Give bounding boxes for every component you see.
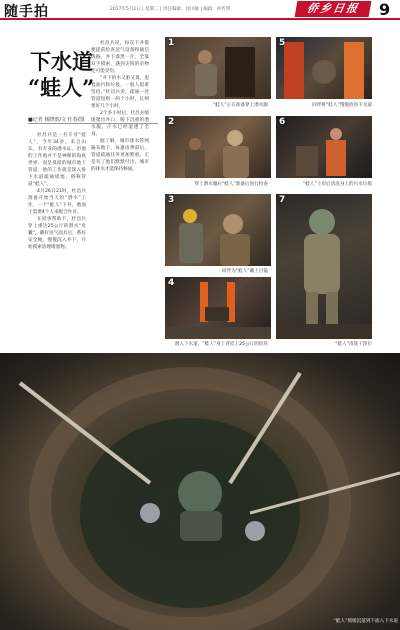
- paragraph: “井下的水又脏又臭，混着油污和垃圾，一般人很难坚持。”杜昌兵说，疏通一处管道短则一两个小时，长则要好几个小时。: [91, 76, 149, 109]
- photo-5: [276, 37, 372, 99]
- worker-figure: [165, 194, 271, 266]
- photo-caption: “蛙人”正在准备穿上潜水服: [212, 103, 268, 108]
- page-header: [0, 0, 400, 20]
- photo-number: 7: [279, 195, 286, 205]
- photo-caption: “蛙人”清洗干净后: [335, 342, 372, 347]
- photo-caption: 同伴为“蛙人”戴上目镜: [221, 269, 268, 274]
- byline: ■记者 杨晓雨/文 杜春/图: [28, 117, 85, 123]
- manhole-scene: [0, 353, 400, 630]
- paragraph: 据了解，城市排水管网遍布地下，每逢雨季前后，管道疏通任务更加繁重。正是有了他们默默付出，城市的排水才能保持畅通。: [91, 139, 149, 172]
- worker-figure: [276, 37, 372, 99]
- issue-meta: 2017年5月2日 | 星期二 | 责任编辑：徐川敏 | 编辑：孙传明: [110, 7, 231, 12]
- paragraph: 4月26日21时，杜昌兵准备开始当天的“潜水”工作，一个“蛙人”下井，地面上需要4个人来配合作业。: [28, 189, 86, 215]
- paragraph: 在同事帮助下，杜昌兵穿上重达25公斤的潜水“皮囊”，戴好送气面具后，系好安全绳，慢慢沉入井下，开始摸索清理堵塞物。: [28, 217, 86, 250]
- photo-number: 5: [279, 38, 286, 48]
- photo-7: [276, 194, 372, 339]
- photo-number: 3: [168, 195, 175, 205]
- paragraph: 2个多小时后，杜昌兵缓缓爬出井口，脱下沉重的潜水服，汗水已经湿透了全身。: [91, 111, 149, 137]
- photo-1: [165, 37, 271, 99]
- photo-caption: 潜入下水道，“蛙人”身上背挂上25公斤的铅块: [174, 342, 268, 347]
- headline-line-1: 下水道: [30, 49, 93, 74]
- worker-figure: [165, 37, 271, 99]
- photo-3: [165, 194, 271, 266]
- photo-caption: “蛙人”上岸后清洗身上的污水垃圾: [302, 182, 372, 187]
- newspaper-logo: 侨乡日报: [295, 1, 372, 17]
- main-photo-caption: “蛙人”缓缓沉落到下面入下水道: [333, 619, 398, 624]
- main-photo-manhole: [0, 353, 400, 630]
- photo-number: 2: [168, 117, 175, 127]
- headline-line-2: “蛙人”: [28, 75, 95, 100]
- worker-figure: [165, 277, 271, 339]
- photo-2: [165, 116, 271, 178]
- article-column-2: [91, 40, 149, 340]
- photo-number: 4: [168, 278, 175, 288]
- article-column-1: [28, 132, 86, 342]
- photo-caption: 穿上潜水服后“蛙人”准备后进行检查: [194, 182, 268, 187]
- photo-caption: 同伴将“蛙人”慢慢放进下水道: [312, 103, 372, 108]
- page-number: 9: [379, 0, 391, 19]
- photo-4: [165, 277, 271, 339]
- paragraph: 杜昌兵说，每次下井都要提前检查送气设备和通信线路，井下漆黑一片，全靠双手摸索，遇到尖锐的杂物还可能受伤。: [91, 41, 149, 74]
- photo-6: [276, 116, 372, 178]
- photo-number: 6: [279, 117, 286, 127]
- worker-figure: [276, 116, 372, 178]
- worker-figure: [165, 116, 271, 178]
- paragraph: 杜昌兵是一名专业“蛙人”，今年34岁，来自山东，有专业的潜水证。但他的工作地并不是神秘的海底世界，而是臭暗的城市地下管道，他的工作就是深入排下水道疏通堵塞，俗称管道“蛙人”。: [28, 133, 86, 187]
- photo-number: 1: [168, 38, 175, 48]
- diver-figure: [276, 194, 372, 339]
- section-title: 随手拍: [4, 4, 49, 20]
